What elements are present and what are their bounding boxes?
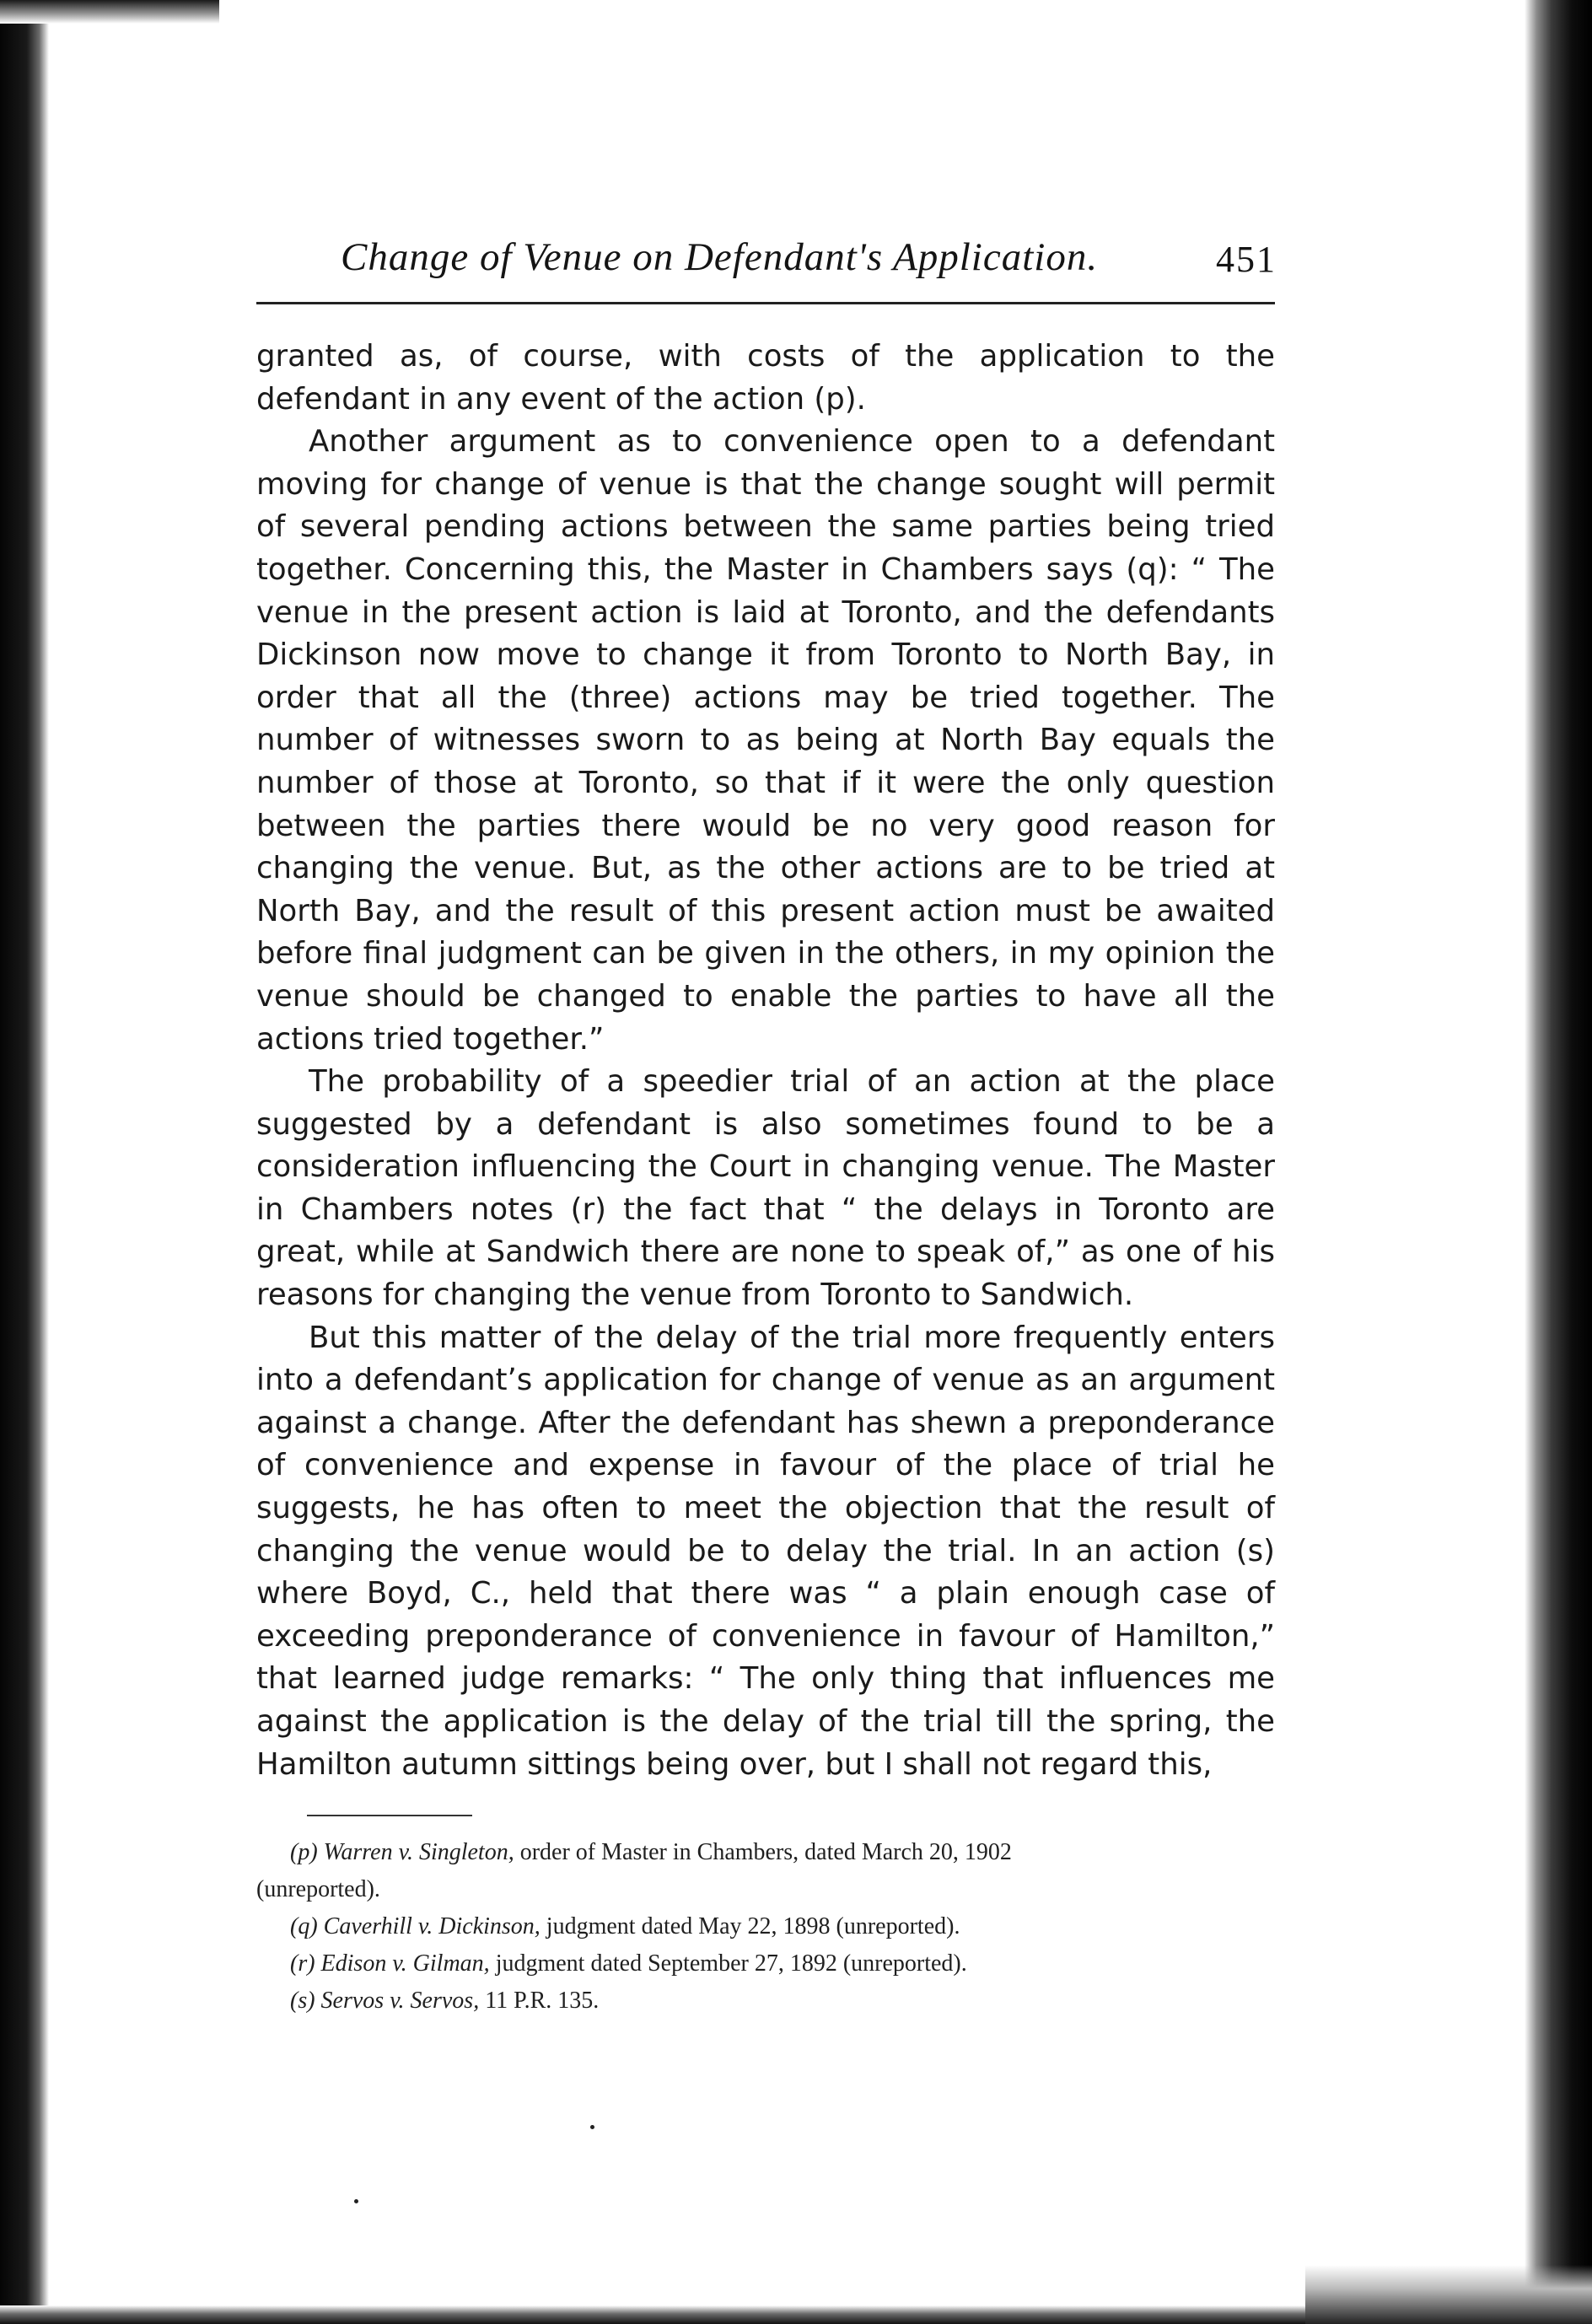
footnote-rule	[307, 1815, 472, 1816]
scan-speck	[590, 2125, 594, 2129]
page-number: 451	[1216, 239, 1277, 280]
footnote-text: order of Master in Chambers, dated March 20, 1902	[519, 1839, 1012, 1865]
paragraph: granted as, of course, with costs of the application to the defendant in any event of the action (p).	[256, 339, 1275, 417]
footnote-continuation: (unreported).	[256, 1876, 380, 1902]
scan-edge-left	[0, 0, 49, 2324]
footnote-p	[256, 1834, 1275, 1908]
scan-edge-top-left	[0, 0, 219, 24]
footnote-case: Warren v. Singleton,	[323, 1839, 514, 1865]
paragraph: But this matter of the delay of the trial more frequently enters into a defendant’s application for change of venue as an argument against a change. After the defendant has shewn a preponderance of convenience and expense in favour of the place of trial he suggests, he has often to meet the objection that the result of changing the venue would be to delay the trial. In an action (s) where Boyd, C., held that there was “ a plain enough case of exceeding preponderance of convenience in favour of Hamilton,” that learned judge remarks: “ The only thing that influences me against the application is the delay of the trial till the spring, the Hamilton autumn sittings being over, but I shall not regard this,	[256, 1320, 1275, 1782]
footnote-text: judgment dated May 22, 1898 (unreported).	[546, 1913, 960, 1939]
footnote-text: 11 P.R. 135.	[485, 1988, 600, 2014]
header-rule	[256, 302, 1275, 304]
paragraph: Another argument as to convenience open to a defendant moving for change of venue is that the change sought will permit of several pending actions between the same parties being tried together. Concerning this, the Master in Chambers says (q): “ The venue in the present action is laid at Toronto, and the defendants Dickinson now move to change it from Toronto to North Bay, in order that all the (three) actions may be tried together. The number of witnesses sworn to as being at North Bay equals the number of those at Toronto, so that if it were the only question between the parties there would be no very good reason for changing the venue. But, as the other actions are to be tried at North Bay, and the result of this present action must be awaited before final judgment can be given in the others, in my opinion the venue should be changed to enable the parties to have all the actions tried together.”	[256, 424, 1275, 1057]
paragraph: The probability of a speedier trial of an action at the place suggested by a defendant is also sometimes found to be a consideration influencing the Court in changing venue. The Master in Chambers notes (r) the fact that “ the delays in Toronto are great, while at Sandwich there are none to speak of,” as one of his reasons for changing the venue from Toronto to Sandwich.	[256, 1064, 1275, 1313]
footnotes	[256, 1834, 1275, 2020]
scan-edge-right	[1525, 0, 1592, 2324]
footnote-mark: (r)	[290, 1950, 315, 1977]
footnote-text: judgment dated September 27, 1892 (unreported).	[495, 1950, 967, 1977]
footnote-r	[256, 1945, 1275, 1982]
scan-edge-bottom-right	[1305, 2265, 1592, 2324]
footnote-case: Servos v. Servos,	[320, 1988, 480, 2014]
body-text	[256, 336, 1275, 1786]
footnote-q	[256, 1908, 1275, 1945]
scan-speck	[354, 2199, 358, 2203]
running-head	[256, 228, 1275, 288]
footnote-mark: (s)	[290, 1988, 315, 2014]
footnote-s	[256, 1982, 1275, 2020]
running-title: Change of Venue on Defendant's Application.	[341, 235, 1099, 279]
footnote-case: Caverhill v. Dickinson,	[323, 1913, 541, 1939]
footnote-mark: (q)	[290, 1913, 318, 1939]
footnote-case: Edison v. Gilman,	[320, 1950, 490, 1977]
book-page	[256, 228, 1277, 2014]
footnote-mark: (p)	[290, 1839, 318, 1865]
